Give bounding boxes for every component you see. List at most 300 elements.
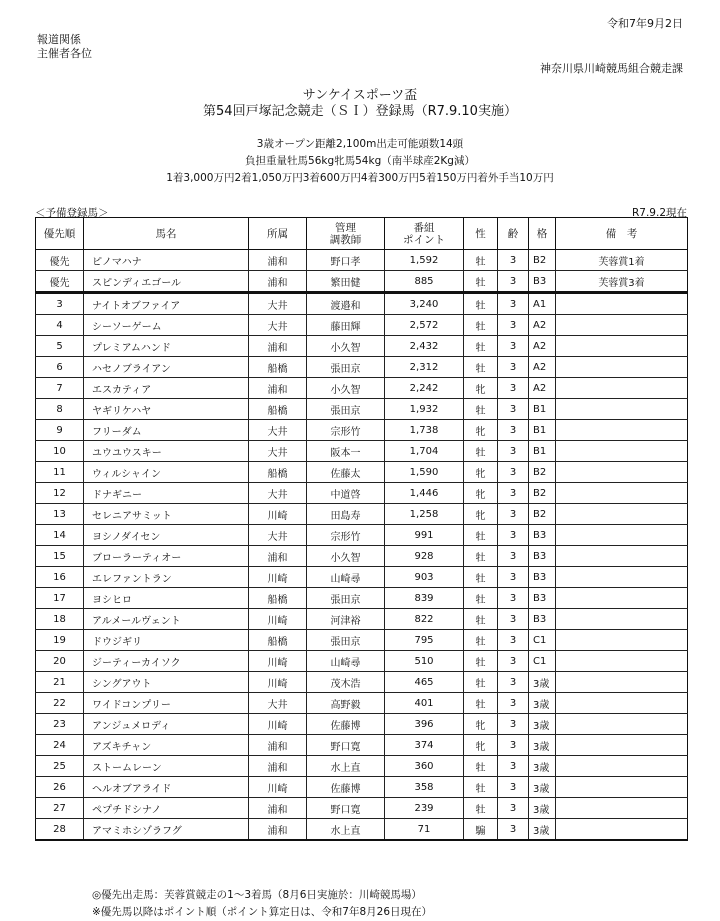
cell-age: 3 — [498, 357, 529, 378]
cell-trainer: 宗形竹 — [307, 525, 385, 546]
cell-points: 1,258 — [385, 504, 464, 525]
cell-affiliation: 大井 — [249, 315, 307, 336]
cell-trainer: 田島寿 — [307, 504, 385, 525]
cell-trainer: 山崎尋 — [307, 651, 385, 672]
cell-trainer: 河津裕 — [307, 609, 385, 630]
cell-remarks — [556, 567, 688, 588]
cell-grade: 3歳 — [529, 777, 556, 798]
cell-remarks: 芙蓉賞3着 — [556, 271, 688, 293]
cell-grade: 3歳 — [529, 693, 556, 714]
cell-trainer: 野口寛 — [307, 798, 385, 819]
cell-trainer: 小久智 — [307, 546, 385, 567]
cell-trainer: 繁田健 — [307, 271, 385, 293]
cell-sex: 牡 — [464, 777, 498, 798]
cell-priority: 24 — [36, 735, 84, 756]
cell-priority: 12 — [36, 483, 84, 504]
issuing-organization: 神奈川県川崎競馬組合競走課 — [540, 62, 683, 75]
cell-remarks — [556, 777, 688, 798]
col-affiliation: 所属 — [249, 218, 307, 250]
cell-priority: 26 — [36, 777, 84, 798]
table-row — [36, 672, 688, 693]
cell-affiliation: 船橋 — [249, 357, 307, 378]
cell-trainer: 藤田輝 — [307, 315, 385, 336]
recipients — [37, 33, 92, 61]
race-sponsor-title: サンケイスポーツ盃 — [302, 88, 418, 103]
cell-affiliation: 浦和 — [249, 250, 307, 271]
cell-affiliation: 浦和 — [249, 819, 307, 841]
cell-age: 3 — [498, 483, 529, 504]
cell-trainer: 佐藤博 — [307, 714, 385, 735]
cell-age: 3 — [498, 378, 529, 399]
table-row — [36, 630, 688, 651]
col-points — [385, 218, 464, 250]
cell-age: 3 — [498, 546, 529, 567]
cell-remarks: 芙蓉賞1着 — [556, 250, 688, 271]
cell-remarks — [556, 441, 688, 462]
cell-priority: 13 — [36, 504, 84, 525]
cell-affiliation: 浦和 — [249, 756, 307, 777]
cell-sex: 牡 — [464, 271, 498, 293]
col-age: 齢 — [498, 218, 529, 250]
cell-points: 2,242 — [385, 378, 464, 399]
cell-affiliation: 船橋 — [249, 588, 307, 609]
table-row — [36, 693, 688, 714]
cell-sex: 牡 — [464, 651, 498, 672]
cell-affiliation: 川崎 — [249, 714, 307, 735]
cell-remarks — [556, 819, 688, 841]
cell-trainer: 阪本一 — [307, 441, 385, 462]
cell-grade: B1 — [529, 399, 556, 420]
cell-horse-name: スピンディエゴール — [84, 271, 249, 293]
cell-age: 3 — [498, 630, 529, 651]
col-trainer-line1: 管理 — [335, 221, 356, 234]
table-row — [36, 798, 688, 819]
cell-age: 3 — [498, 819, 529, 841]
cell-points: 928 — [385, 546, 464, 567]
cell-horse-name: ヘルオブアライド — [84, 777, 249, 798]
cell-trainer: 小久智 — [307, 336, 385, 357]
cell-horse-name: アンジュメロディ — [84, 714, 249, 735]
cell-sex: 牡 — [464, 630, 498, 651]
cell-remarks — [556, 714, 688, 735]
col-trainer-line2: 調教師 — [329, 233, 362, 246]
cell-sex: 牡 — [464, 693, 498, 714]
cell-points: 396 — [385, 714, 464, 735]
cell-grade: B2 — [529, 483, 556, 504]
cell-trainer: 中道啓 — [307, 483, 385, 504]
cell-horse-name: シングアウト — [84, 672, 249, 693]
cell-remarks — [556, 693, 688, 714]
cell-grade: A2 — [529, 357, 556, 378]
cell-priority: 優先 — [36, 271, 84, 293]
as-of-date: R7.9.2現在 — [631, 207, 687, 219]
cell-horse-name: アマミホシゾラフグ — [84, 819, 249, 841]
cell-grade: B3 — [529, 567, 556, 588]
cell-affiliation: 浦和 — [249, 546, 307, 567]
cell-age: 3 — [498, 609, 529, 630]
cell-priority: 25 — [36, 756, 84, 777]
cell-grade: B2 — [529, 462, 556, 483]
cell-priority: 4 — [36, 315, 84, 336]
cell-points: 885 — [385, 271, 464, 293]
cell-remarks — [556, 462, 688, 483]
cell-horse-name: ジーティーカイソク — [84, 651, 249, 672]
cell-sex: 牡 — [464, 336, 498, 357]
race-conditions: 3歳オープン距離2,100m出走可能頭数14頭 — [256, 138, 464, 150]
cell-priority: 20 — [36, 651, 84, 672]
footnote-priority: ◎優先出走馬：芙蓉賞競走の1～3着馬（8月6日実施於：川崎競馬場） — [92, 889, 422, 901]
cell-points: 239 — [385, 798, 464, 819]
cell-points: 3,240 — [385, 293, 464, 315]
col-horse-name: 馬名 — [84, 218, 249, 250]
cell-priority: 15 — [36, 546, 84, 567]
cell-horse-name: エレファントラン — [84, 567, 249, 588]
cell-age: 3 — [498, 777, 529, 798]
table-row — [36, 756, 688, 777]
cell-grade: C1 — [529, 651, 556, 672]
cell-age: 3 — [498, 567, 529, 588]
cell-grade: B2 — [529, 250, 556, 271]
cell-remarks — [556, 420, 688, 441]
table-row — [36, 441, 688, 462]
cell-remarks — [556, 357, 688, 378]
cell-horse-name: ブローラーティオー — [84, 546, 249, 567]
cell-horse-name: ドナギニー — [84, 483, 249, 504]
cell-horse-name: ウィルシャイン — [84, 462, 249, 483]
cell-trainer: 山崎尋 — [307, 567, 385, 588]
cell-priority: 23 — [36, 714, 84, 735]
cell-sex: 牡 — [464, 399, 498, 420]
cell-grade: 3歳 — [529, 672, 556, 693]
cell-priority: 16 — [36, 567, 84, 588]
table-row — [36, 651, 688, 672]
cell-grade: 3歳 — [529, 735, 556, 756]
cell-grade: B1 — [529, 441, 556, 462]
cell-priority: 14 — [36, 525, 84, 546]
cell-grade: B3 — [529, 271, 556, 293]
cell-grade: B3 — [529, 588, 556, 609]
cell-affiliation: 大井 — [249, 441, 307, 462]
cell-grade: 3歳 — [529, 756, 556, 777]
cell-points: 2,572 — [385, 315, 464, 336]
cell-points: 401 — [385, 693, 464, 714]
race-title: 第54回戸塚記念競走（ＳＩ）登録馬（R7.9.10実施） — [203, 104, 517, 119]
cell-sex: 牝 — [464, 714, 498, 735]
cell-remarks — [556, 525, 688, 546]
cell-horse-name: アルメールヴェント — [84, 609, 249, 630]
col-grade: 格 — [529, 218, 556, 250]
cell-priority: 8 — [36, 399, 84, 420]
cell-age: 3 — [498, 441, 529, 462]
cell-sex: 牡 — [464, 525, 498, 546]
cell-points: 839 — [385, 588, 464, 609]
cell-points: 1,590 — [385, 462, 464, 483]
weight-conditions: 負担重量牡馬56kg牝馬54kg（南半球産2Kg減） — [245, 155, 475, 167]
table-row — [36, 525, 688, 546]
registration-table — [35, 217, 688, 841]
cell-priority: 9 — [36, 420, 84, 441]
table-row — [36, 399, 688, 420]
cell-priority: 5 — [36, 336, 84, 357]
cell-priority: 7 — [36, 378, 84, 399]
cell-remarks — [556, 798, 688, 819]
cell-affiliation: 川崎 — [249, 567, 307, 588]
cell-horse-name: シーソーゲーム — [84, 315, 249, 336]
cell-grade: B3 — [529, 525, 556, 546]
cell-sex: 牝 — [464, 462, 498, 483]
table-row — [36, 735, 688, 756]
cell-remarks — [556, 399, 688, 420]
cell-points: 71 — [385, 819, 464, 841]
cell-sex: 騸 — [464, 819, 498, 841]
table-row — [36, 609, 688, 630]
cell-affiliation: 大井 — [249, 293, 307, 315]
cell-points: 1,704 — [385, 441, 464, 462]
cell-remarks — [556, 672, 688, 693]
cell-grade: C1 — [529, 630, 556, 651]
document-date: 令和7年9月2日 — [607, 17, 683, 30]
cell-age: 3 — [498, 735, 529, 756]
table-row — [36, 546, 688, 567]
cell-sex: 牡 — [464, 567, 498, 588]
cell-trainer: 小久智 — [307, 378, 385, 399]
cell-trainer: 張田京 — [307, 399, 385, 420]
cell-priority: 10 — [36, 441, 84, 462]
cell-sex: 牝 — [464, 378, 498, 399]
cell-points: 1,446 — [385, 483, 464, 504]
cell-horse-name: フリーダム — [84, 420, 249, 441]
cell-trainer: 渡邉和 — [307, 293, 385, 315]
table-row — [36, 567, 688, 588]
cell-remarks — [556, 756, 688, 777]
cell-points: 360 — [385, 756, 464, 777]
cell-sex: 牡 — [464, 250, 498, 271]
table-row — [36, 777, 688, 798]
table-row — [36, 336, 688, 357]
cell-affiliation: 川崎 — [249, 672, 307, 693]
cell-trainer: 佐藤博 — [307, 777, 385, 798]
cell-trainer: 野口孝 — [307, 250, 385, 271]
cell-priority: 優先 — [36, 250, 84, 271]
cell-horse-name: ペプチドシナノ — [84, 798, 249, 819]
cell-affiliation: 川崎 — [249, 651, 307, 672]
cell-grade: 3歳 — [529, 819, 556, 841]
cell-affiliation: 船橋 — [249, 399, 307, 420]
col-trainer — [307, 218, 385, 250]
cell-points: 795 — [385, 630, 464, 651]
cell-horse-name: ヨシノダイセン — [84, 525, 249, 546]
cell-remarks — [556, 293, 688, 315]
cell-priority: 18 — [36, 609, 84, 630]
table-row — [36, 504, 688, 525]
recipient-press: 報道関係 — [37, 33, 81, 46]
cell-age: 3 — [498, 336, 529, 357]
cell-trainer: 高野毅 — [307, 693, 385, 714]
cell-remarks — [556, 336, 688, 357]
cell-age: 3 — [498, 672, 529, 693]
cell-grade: B2 — [529, 504, 556, 525]
cell-sex: 牝 — [464, 483, 498, 504]
table-body — [36, 250, 688, 841]
cell-sex: 牡 — [464, 672, 498, 693]
cell-age: 3 — [498, 693, 529, 714]
cell-age: 3 — [498, 271, 529, 293]
cell-horse-name: プレミアムハンド — [84, 336, 249, 357]
table-row — [36, 271, 688, 293]
cell-affiliation: 川崎 — [249, 504, 307, 525]
cell-points: 903 — [385, 567, 464, 588]
cell-sex: 牡 — [464, 546, 498, 567]
cell-points: 1,738 — [385, 420, 464, 441]
cell-age: 3 — [498, 798, 529, 819]
cell-remarks — [556, 735, 688, 756]
cell-age: 3 — [498, 420, 529, 441]
cell-age: 3 — [498, 504, 529, 525]
cell-sex: 牡 — [464, 588, 498, 609]
cell-affiliation: 船橋 — [249, 630, 307, 651]
table-row — [36, 357, 688, 378]
cell-horse-name: ヤギリケハヤ — [84, 399, 249, 420]
cell-grade: A2 — [529, 315, 556, 336]
cell-remarks — [556, 315, 688, 336]
cell-priority: 19 — [36, 630, 84, 651]
cell-trainer: 茂木浩 — [307, 672, 385, 693]
cell-grade: A2 — [529, 336, 556, 357]
table-row — [36, 315, 688, 336]
cell-horse-name: ハセノブライアン — [84, 357, 249, 378]
cell-points: 991 — [385, 525, 464, 546]
cell-horse-name: ユウユウスキー — [84, 441, 249, 462]
table-row — [36, 293, 688, 315]
cell-affiliation: 浦和 — [249, 735, 307, 756]
cell-grade: B3 — [529, 546, 556, 567]
cell-priority: 22 — [36, 693, 84, 714]
cell-affiliation: 大井 — [249, 693, 307, 714]
cell-horse-name: アズキチャン — [84, 735, 249, 756]
table-row — [36, 420, 688, 441]
cell-sex: 牝 — [464, 735, 498, 756]
cell-points: 374 — [385, 735, 464, 756]
cell-affiliation: 川崎 — [249, 609, 307, 630]
cell-points: 2,312 — [385, 357, 464, 378]
cell-affiliation: 浦和 — [249, 378, 307, 399]
col-sex: 性 — [464, 218, 498, 250]
footnote-points: ※優先馬以降はポイント順（ポイント算定日は、令和7年8月26日現在） — [92, 906, 433, 918]
cell-sex: 牝 — [464, 420, 498, 441]
table-row — [36, 483, 688, 504]
cell-remarks — [556, 504, 688, 525]
cell-age: 3 — [498, 293, 529, 315]
cell-trainer: 佐藤太 — [307, 462, 385, 483]
cell-affiliation: 浦和 — [249, 336, 307, 357]
cell-priority: 11 — [36, 462, 84, 483]
col-points-line2: ポイント — [403, 233, 445, 246]
cell-trainer: 野口寛 — [307, 735, 385, 756]
cell-age: 3 — [498, 714, 529, 735]
cell-age: 3 — [498, 315, 529, 336]
cell-grade: B3 — [529, 609, 556, 630]
cell-priority: 6 — [36, 357, 84, 378]
cell-affiliation: 浦和 — [249, 271, 307, 293]
cell-horse-name: セレニアサミット — [84, 504, 249, 525]
table-row — [36, 819, 688, 841]
cell-remarks — [556, 378, 688, 399]
cell-affiliation: 浦和 — [249, 798, 307, 819]
cell-sex: 牡 — [464, 315, 498, 336]
cell-grade: A1 — [529, 293, 556, 315]
cell-points: 465 — [385, 672, 464, 693]
cell-points: 510 — [385, 651, 464, 672]
cell-remarks — [556, 546, 688, 567]
cell-points: 1,932 — [385, 399, 464, 420]
cell-grade: A2 — [529, 378, 556, 399]
cell-sex: 牡 — [464, 756, 498, 777]
table-row — [36, 714, 688, 735]
cell-affiliation: 大井 — [249, 420, 307, 441]
table-header-row — [36, 218, 688, 250]
section-label: ＜予備登録馬＞ — [35, 207, 109, 219]
cell-age: 3 — [498, 651, 529, 672]
cell-horse-name: ドウジギリ — [84, 630, 249, 651]
cell-remarks — [556, 609, 688, 630]
cell-trainer: 水上直 — [307, 819, 385, 841]
prize-money: 1着3,000万円2着1,050万円3着600万円4着300万円5着150万円着外手当10万円 — [166, 172, 554, 184]
table-row — [36, 588, 688, 609]
table-row — [36, 462, 688, 483]
cell-priority: 17 — [36, 588, 84, 609]
cell-horse-name: エスカティア — [84, 378, 249, 399]
cell-sex: 牡 — [464, 293, 498, 315]
col-points-line1: 番組 — [413, 221, 435, 234]
cell-sex: 牡 — [464, 798, 498, 819]
cell-trainer: 宗形竹 — [307, 420, 385, 441]
cell-remarks — [556, 483, 688, 504]
cell-priority: 28 — [36, 819, 84, 841]
cell-horse-name: ピノマハナ — [84, 250, 249, 271]
cell-remarks — [556, 588, 688, 609]
cell-affiliation: 船橋 — [249, 462, 307, 483]
cell-trainer: 張田京 — [307, 588, 385, 609]
cell-points: 358 — [385, 777, 464, 798]
cell-age: 3 — [498, 588, 529, 609]
table-row — [36, 250, 688, 271]
cell-sex: 牡 — [464, 441, 498, 462]
table-row — [36, 378, 688, 399]
cell-points: 2,432 — [385, 336, 464, 357]
cell-affiliation: 大井 — [249, 483, 307, 504]
col-priority: 優先順 — [36, 218, 84, 250]
cell-horse-name: ナイトオブファイア — [84, 293, 249, 315]
cell-horse-name: ワイドコンプリー — [84, 693, 249, 714]
cell-priority: 21 — [36, 672, 84, 693]
cell-sex: 牝 — [464, 504, 498, 525]
cell-priority: 27 — [36, 798, 84, 819]
cell-horse-name: ストームレーン — [84, 756, 249, 777]
cell-grade: B1 — [529, 420, 556, 441]
cell-points: 1,592 — [385, 250, 464, 271]
cell-grade: 3歳 — [529, 798, 556, 819]
cell-trainer: 張田京 — [307, 357, 385, 378]
cell-trainer: 水上直 — [307, 756, 385, 777]
cell-points: 822 — [385, 609, 464, 630]
cell-age: 3 — [498, 250, 529, 271]
col-remarks: 備 考 — [556, 218, 688, 250]
cell-age: 3 — [498, 462, 529, 483]
cell-grade: 3歳 — [529, 714, 556, 735]
recipient-organizers: 主催者各位 — [37, 47, 92, 60]
cell-age: 3 — [498, 756, 529, 777]
cell-remarks — [556, 651, 688, 672]
